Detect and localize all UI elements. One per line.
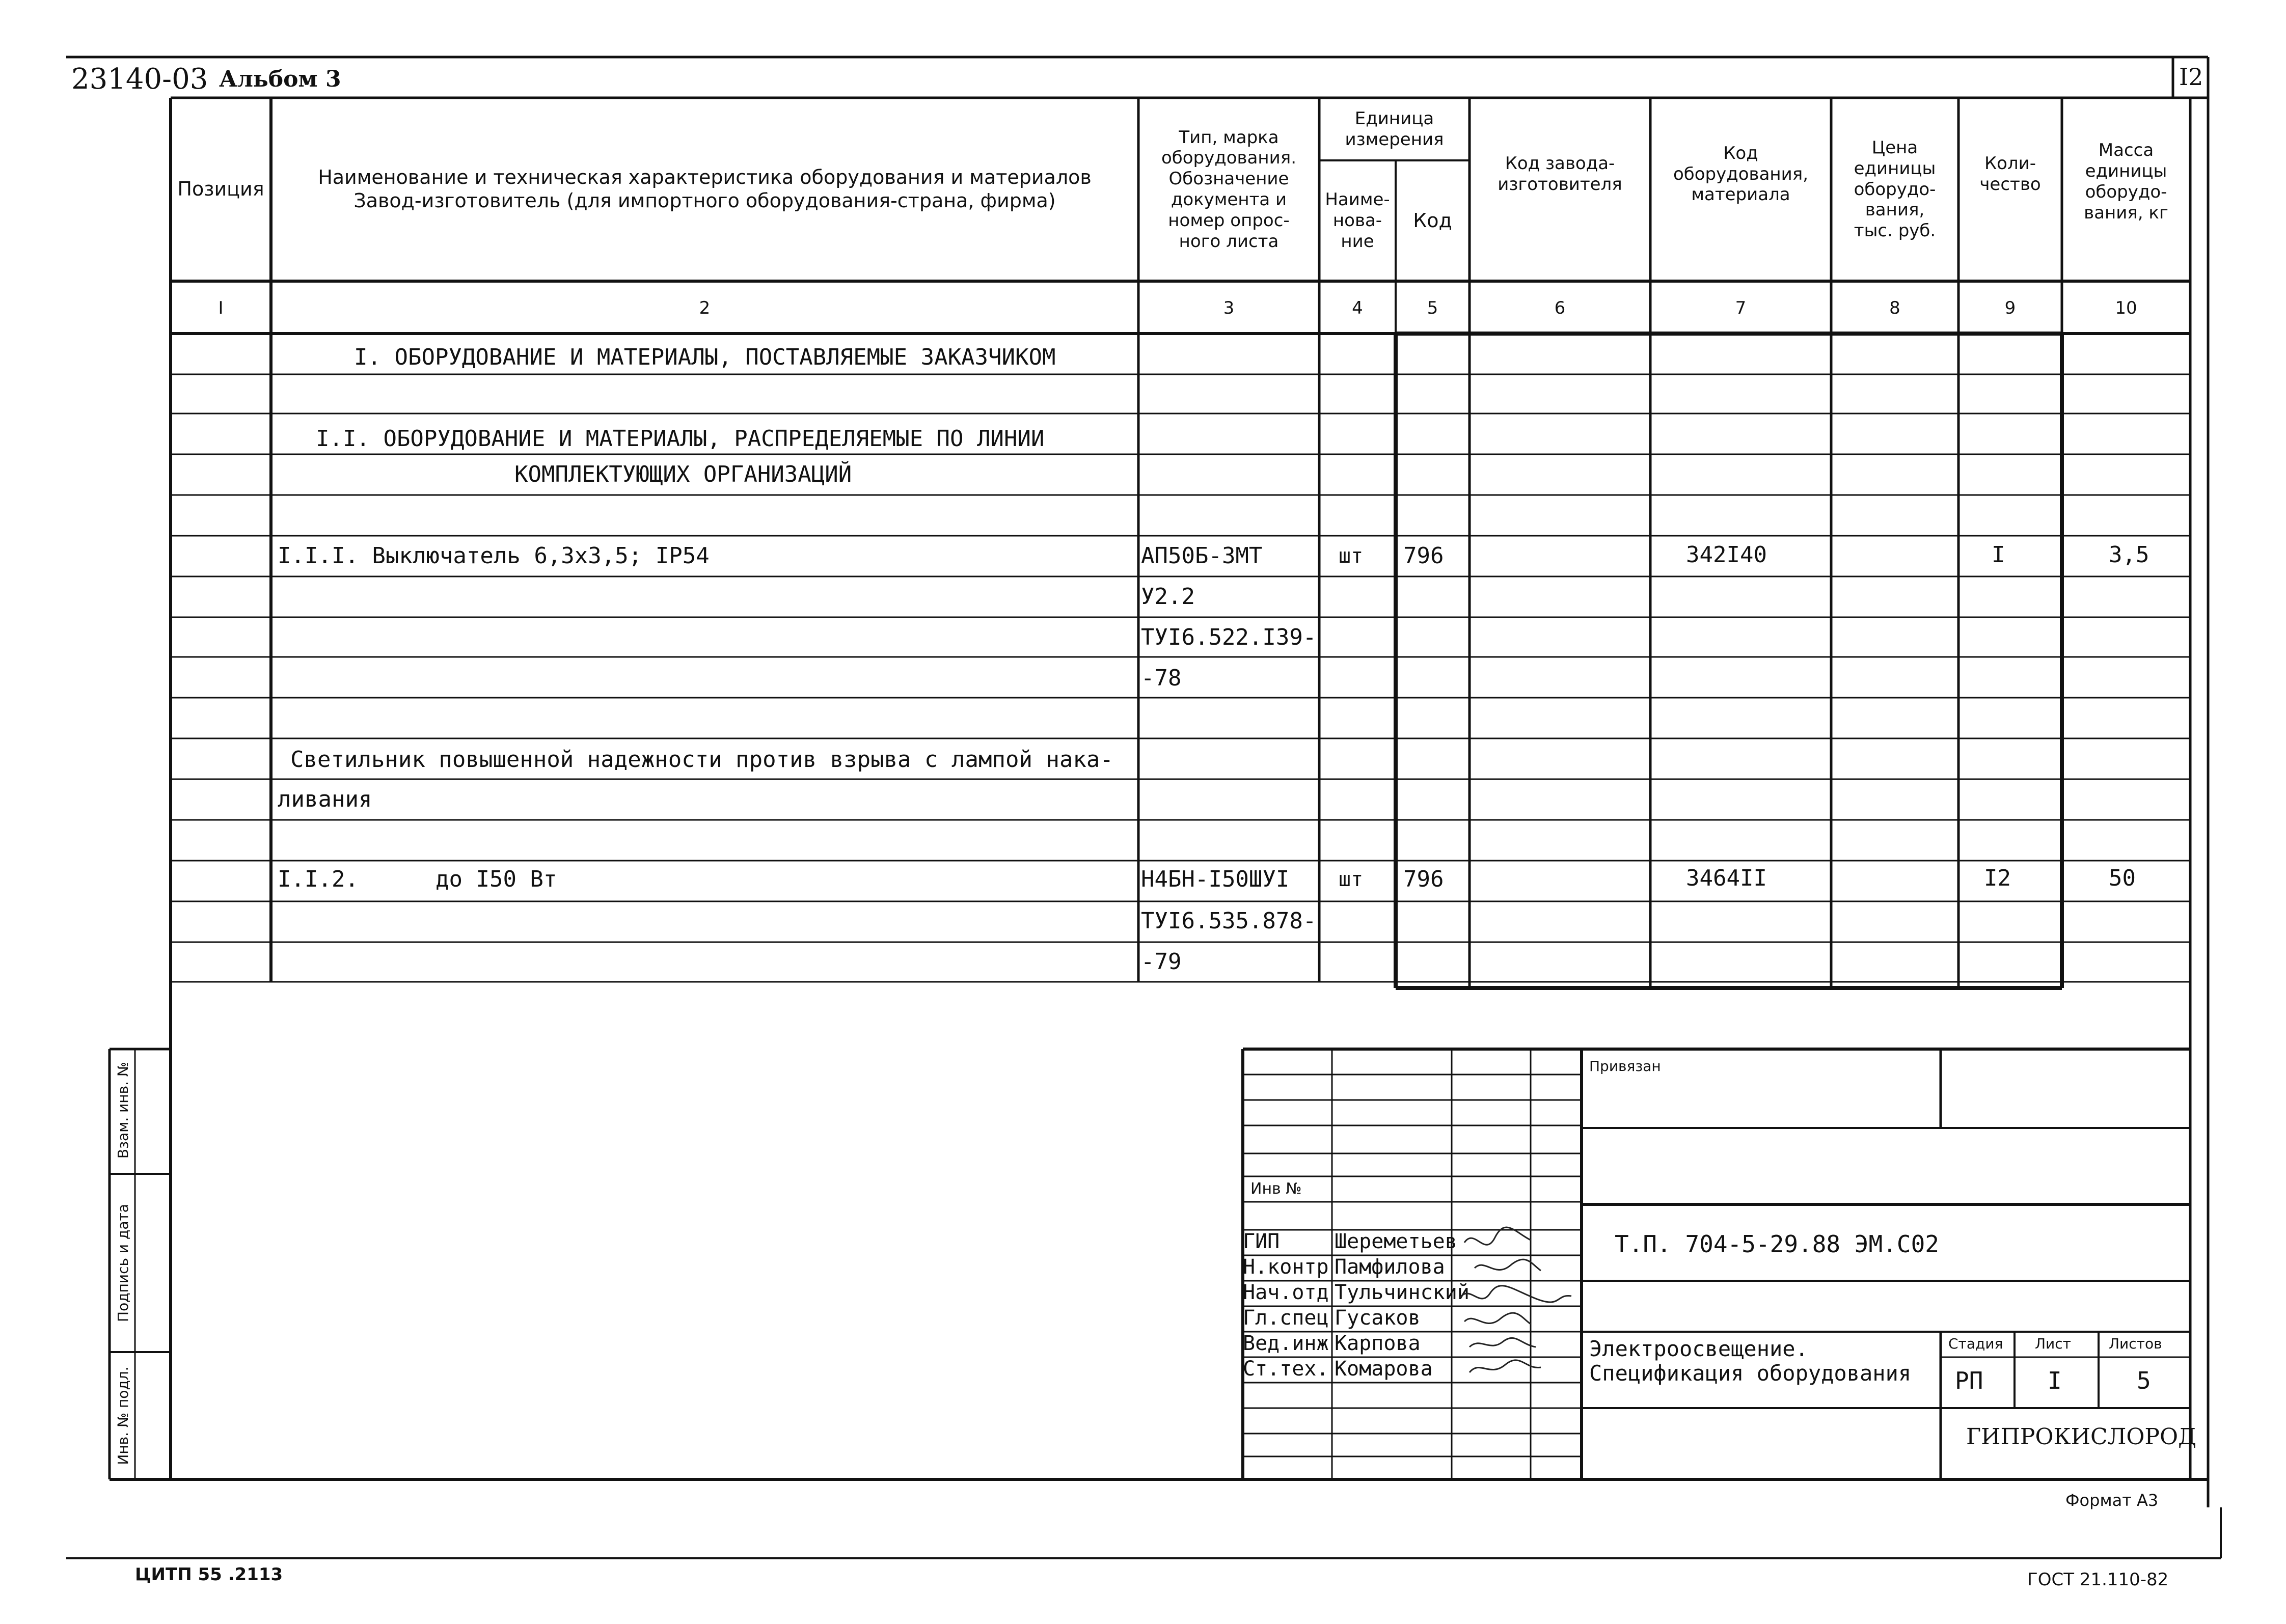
inv-number-label: Инв №	[1250, 1180, 1302, 1198]
header-qty: Коли- чество	[1979, 153, 2041, 195]
item-2-unit: шт	[1339, 868, 1364, 891]
staff-name-4: Гусаков	[1335, 1306, 1421, 1330]
lamp-description-line2: ливания	[278, 786, 372, 812]
item-1-unit: шт	[1339, 544, 1364, 568]
item-2-position: I.I.2.	[278, 866, 359, 892]
item-1-type-line4: -78	[1141, 665, 1182, 691]
item-1-mass: 3,5	[2109, 542, 2149, 568]
sheet-label: Лист	[2035, 1335, 2071, 1352]
item-2-type-line2: ТУI6.535.878-	[1141, 908, 1317, 934]
lamp-description-line1: Светильник повышенной надежности против взрыва с лампой нака-	[290, 747, 1113, 773]
side-stamp-inv-podl: Инв. № подл.	[115, 1366, 131, 1465]
header-maker-code: Код завода- изготовителя	[1498, 153, 1622, 195]
title-line-1: Электроосвещение.	[1589, 1336, 1808, 1361]
document-number: Т.П. 704-5-29.88 ЭМ.С02	[1615, 1230, 1939, 1258]
item-2-type-line1: Н4БН-I50ШУI	[1141, 866, 1290, 892]
sheet-value: I	[2048, 1367, 2062, 1394]
staff-role-6: Ст.тех.	[1243, 1357, 1329, 1381]
item-2-unit-code: 796	[1403, 866, 1444, 892]
item-2-name: до I50 Вт	[436, 866, 557, 892]
item-1-type-line2: У2.2	[1141, 584, 1195, 610]
colnum-4: 4	[1352, 298, 1363, 318]
item-1-equip-code: 342I40	[1686, 542, 1767, 568]
stage-value: РП	[1955, 1367, 1983, 1394]
staff-name-1: Шереметьев	[1335, 1230, 1457, 1253]
stage-label: Стадия	[1948, 1335, 2003, 1352]
side-stamp-vzam: Взам. инв. №	[115, 1061, 131, 1159]
staff-name-5: Карпова	[1335, 1332, 1421, 1355]
sheets-label: Листов	[2109, 1335, 2162, 1352]
header-equip-code: Код оборудования, материала	[1673, 143, 1809, 205]
section-1-1-title-line1: I.I. ОБОРУДОВАНИЕ И МАТЕРИАЛЫ, РАСПРЕДЕЛЯЕМЫЕ ПО ЛИНИИ	[316, 426, 1045, 452]
header-name: Наименование и техническая характеристика оборудования и материалов Завод-изготовитель (для импортного оборудования-страна, фирма)	[318, 166, 1092, 212]
item-2-equip-code: 3464II	[1686, 865, 1767, 891]
colnum-3: 3	[1223, 298, 1235, 318]
format-label: Формат А3	[2065, 1491, 2159, 1510]
header-unit-name: Наиме- нова- ние	[1325, 189, 1390, 252]
item-2-qty: I2	[1984, 865, 2011, 891]
page-number: I2	[2179, 63, 2203, 91]
section-1-title: I. ОБОРУДОВАНИЕ И МАТЕРИАЛЫ, ПОСТАВЛЯЕМЫЕ ЗАКАЗЧИКОМ	[354, 344, 1056, 370]
colnum-7: 7	[1735, 298, 1747, 318]
item-1-qty: I	[1992, 542, 2005, 568]
header-position: Позиция	[177, 178, 264, 201]
signature-scribbles	[1454, 1222, 1587, 1380]
privyazan-label: Привязан	[1589, 1058, 1661, 1075]
item-1-type-line3: ТУI6.522.I39-	[1141, 624, 1317, 650]
item-2-type-line3: -79	[1141, 949, 1182, 975]
staff-role-3: Нач.отд	[1243, 1281, 1329, 1304]
staff-role-1: ГИП	[1243, 1230, 1280, 1253]
title-line-2: Спецификация оборудования	[1589, 1361, 1912, 1386]
item-2-mass: 50	[2109, 865, 2136, 891]
sheets-value: 5	[2137, 1367, 2151, 1394]
staff-role-4: Гл.спец	[1243, 1306, 1329, 1330]
staff-name-2: Памфилова	[1335, 1255, 1445, 1279]
colnum-1: I	[218, 298, 224, 318]
colnum-2: 2	[699, 298, 711, 318]
colnum-10: 10	[2115, 298, 2137, 318]
header-unit-code: Код	[1413, 209, 1452, 232]
staff-name-3: Тульчинский	[1335, 1281, 1469, 1304]
item-1-type-line1: АП50Б-3МТ	[1141, 543, 1263, 569]
organization-name: ГИПРОКИСЛОРОД	[1966, 1424, 2196, 1450]
colnum-8: 8	[1889, 298, 1900, 318]
side-stamp-signature-date: Подпись и дата	[115, 1204, 131, 1322]
staff-role-2: Н.контр	[1243, 1255, 1329, 1279]
section-1-1-title-line2: КОМПЛЕКТУЮЩИХ ОРГАНИЗАЦИЙ	[514, 461, 852, 487]
sheet-code-stamp: 23140-03	[71, 63, 208, 96]
item-1-name: I.I.I. Выключатель 6,3х3,5; IP54	[278, 543, 710, 569]
gost-label: ГОСТ 21.110-82	[2027, 1570, 2169, 1590]
colnum-5: 5	[1427, 298, 1438, 318]
item-1-unit-code: 796	[1403, 543, 1444, 569]
printer-code: ЦИТП 55 .2113	[135, 1564, 283, 1585]
album-label: Альбом 3	[219, 66, 341, 92]
header-type: Тип, марка оборудования. Обозначение документа и номер опрос- ного листа	[1161, 127, 1297, 252]
colnum-6: 6	[1554, 298, 1566, 318]
colnum-9: 9	[2004, 298, 2016, 318]
header-price: Цена единицы оборудо- вания, тыс. руб.	[1854, 137, 1936, 241]
staff-name-6: Комарова	[1335, 1357, 1433, 1381]
header-unit-group: Единица измерения	[1345, 108, 1444, 150]
header-mass: Масса единицы оборудо- вания, кг	[2084, 140, 2168, 223]
staff-role-5: Вед.инж	[1243, 1332, 1329, 1355]
